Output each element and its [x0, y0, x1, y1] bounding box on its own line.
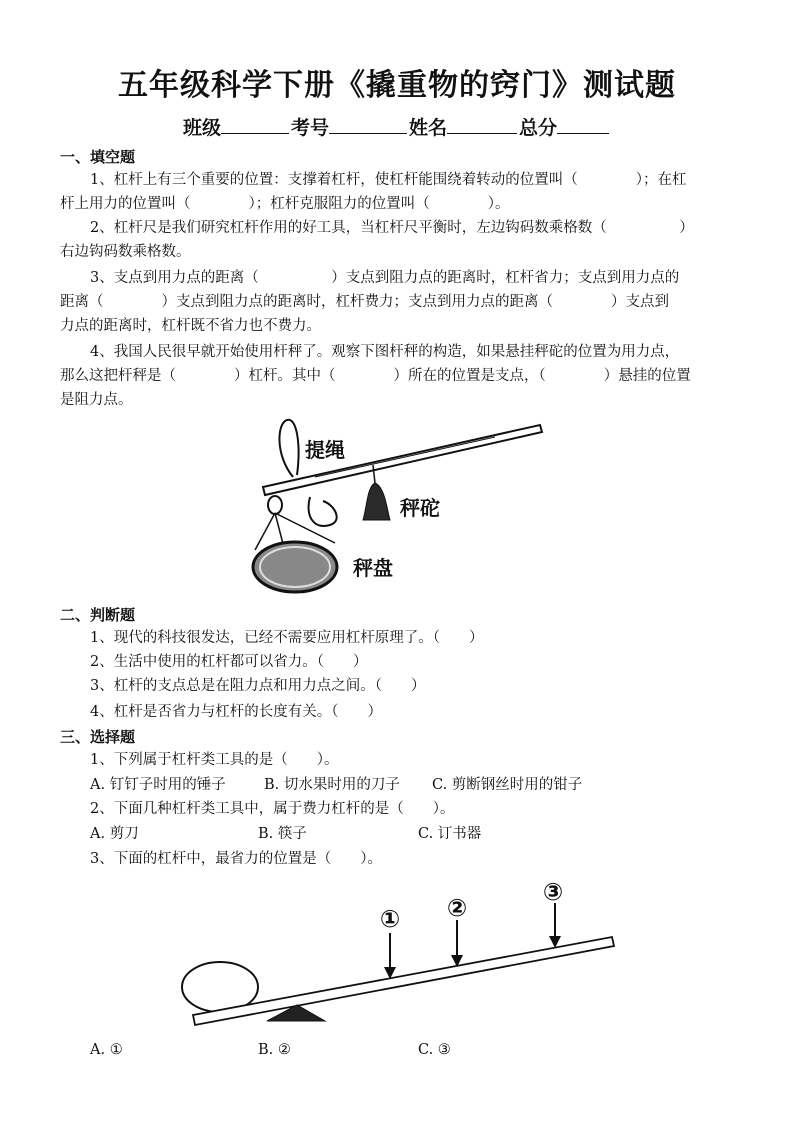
number-blank: [329, 115, 407, 134]
class-label: 班级: [182, 117, 221, 139]
student-info-line: [0, 113, 794, 140]
score-label: 总分: [519, 117, 558, 139]
position-mark-3: ③: [542, 878, 564, 906]
q1-option-c: C. 剪断钢丝时用的钳子: [432, 777, 583, 793]
question-3: 3、下面的杠杆中，最省力的位置是（ ）。: [90, 851, 382, 867]
position-mark-1: ①: [379, 905, 401, 933]
name-label: 姓名: [409, 117, 448, 139]
number-label: 考号: [290, 117, 329, 139]
score-blank: [557, 115, 609, 134]
fill-line: 4、我国人民很早就开始使用杆秤了。观察下图杆秤的构造，如果悬挂秤砣的位置为用力点，: [90, 344, 680, 360]
class-blank: [221, 115, 289, 134]
name-blank: [447, 115, 517, 134]
fill-line: 是阻力点。: [60, 392, 133, 408]
steelyard-diagram: [235, 415, 555, 600]
q3-option-b: B. ②: [258, 1042, 291, 1058]
page-title: 五年级科学下册《撬重物的窍门》测试题: [118, 68, 676, 103]
position-mark-2: ②: [446, 894, 468, 922]
fill-line: 那么这把杆秤是（ ）杠杆。其中（ ）所在的位置是支点，（ ）悬挂的位置: [60, 368, 691, 384]
question-1: 1、下列属于杠杆类工具的是（ ）。: [90, 752, 339, 768]
fill-line: 2、杠杆尺是我们研究杠杆作用的好工具，当杠杆尺平衡时，左边钩码数乘格数（ ）: [90, 220, 694, 236]
judge-item: 1、现代的科技很发达，已经不需要应用杠杆原理了。（ ）: [90, 630, 484, 646]
section-heading-multiple-choice: 三、选择题: [60, 728, 136, 746]
pan-label: 秤盘: [353, 556, 393, 580]
fill-line: 3、支点到用力点的距离（ ）支点到阻力点的距离时，杠杆省力；支点到用力点的: [90, 270, 680, 286]
fill-line: 1、杠杆上有三个重要的位置：支撑着杠杆，使杠杆能围绕着转动的位置叫（ ）；在杠: [90, 172, 687, 188]
fill-line: 右边钩码数乘格数。: [60, 244, 191, 260]
fill-line: 力点的距离时，杠杆既不省力也不费力。: [60, 318, 321, 334]
q2-option-a: A. 剪刀: [90, 826, 139, 842]
rope-label: 提绳: [305, 438, 345, 462]
q3-option-c: C. ③: [418, 1042, 451, 1058]
judge-item: 4、杠杆是否省力与杠杆的长度有关。（ ）: [90, 704, 382, 720]
lever-diagram: [175, 875, 625, 1055]
q3-option-a: A. ①: [90, 1042, 123, 1058]
section-heading-true-false: 二、判断题: [60, 606, 136, 624]
weight-label: 秤砣: [400, 496, 440, 520]
q2-option-c: C. 订书器: [418, 826, 482, 842]
q2-option-b: B. 筷子: [258, 826, 307, 842]
q1-option-b: B. 切水果时用的刀子: [264, 777, 400, 793]
fill-line: 距离（ ）支点到阻力点的距离时，杠杆费力；支点到用力点的距离（ ）支点到: [60, 294, 669, 310]
judge-item: 3、杠杆的支点总是在阻力点和用力点之间。（ ）: [90, 678, 426, 694]
question-2: 2、下面几种杠杆类工具中，属于费力杠杆的是（ ）。: [90, 801, 455, 817]
judge-item: 2、生活中使用的杠杆都可以省力。（ ）: [90, 654, 368, 670]
section-heading-fill-blank: 一、填空题: [60, 148, 136, 166]
q1-option-a: A. 钉钉子时用的锤子: [90, 777, 226, 793]
fill-line: 杆上用力的位置叫（ ）；杠杆克服阻力的位置叫（ ）。: [60, 196, 510, 212]
